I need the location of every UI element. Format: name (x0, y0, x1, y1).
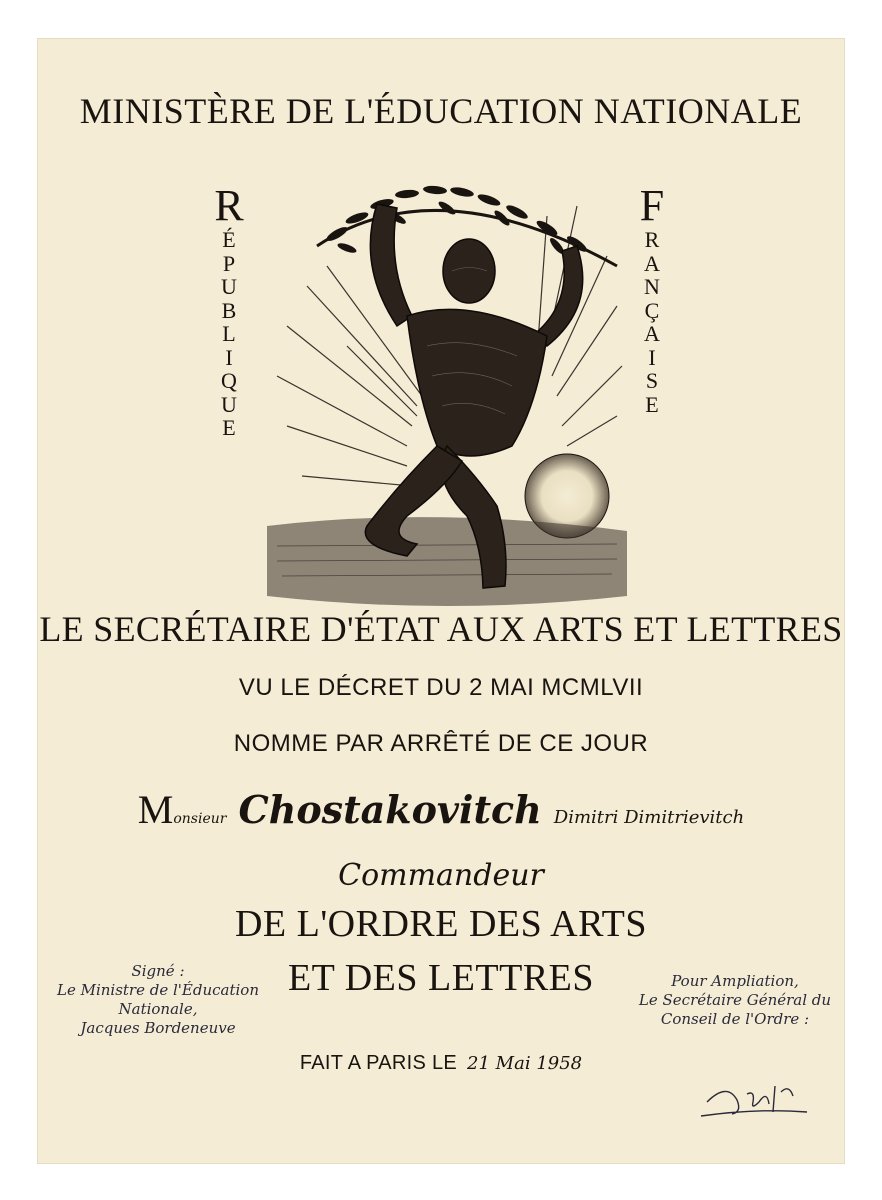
order-title-line2: ET DES LETTRES (287, 957, 595, 999)
recipient-line (37, 786, 845, 833)
republique-letter: U (221, 274, 237, 299)
republique-letter: U (221, 391, 237, 417)
francaise-vertical (630, 181, 674, 417)
republique-letter: Q (221, 368, 237, 393)
rank: Commandeur (338, 858, 544, 893)
kneeling-figure-laurel-sunrise-engraving-icon (247, 146, 635, 616)
francaise-letter: A (644, 321, 660, 346)
note-line: Le Ministre de l'Éducation (56, 981, 259, 999)
republique-letter: É (222, 227, 236, 252)
note-line: Conseil de l'Ordre : (660, 1010, 810, 1028)
date-value: 21 Mai 1958 (467, 1053, 583, 1074)
francaise-letter: E (645, 391, 659, 417)
republique-letter: B (221, 297, 237, 323)
certificate-sheet (37, 38, 845, 1164)
francaise-letter: R (644, 227, 660, 252)
francaise-letter: S (645, 368, 659, 393)
note-line: Nationale, (118, 1000, 198, 1018)
recipient-surname: Chostakovitch (238, 787, 542, 832)
note-line: Le Secrétaire Général du (638, 991, 832, 1009)
date-prefix: FAIT A PARIS LE (299, 1052, 458, 1074)
republique-letter: P (222, 250, 236, 276)
francaise-letter: A (644, 250, 660, 276)
salutation-rest: onsieur (173, 811, 227, 827)
ministry-heading: MINISTÈRE DE L'ÉDUCATION NATIONALE (79, 91, 803, 131)
appointment-line: NOMME PAR ARRÊTÉ DE CE JOUR (233, 730, 649, 757)
republique-letter: I (225, 344, 233, 370)
salutation-initial: M (137, 787, 174, 832)
francaise-letter: F (639, 181, 665, 230)
republique-letter: E (222, 415, 236, 440)
republique-letter: R (214, 181, 244, 230)
note-line: Jacques Bordeneuve (80, 1019, 236, 1037)
secretary-heading: LE SECRÉTAIRE D'ÉTAT AUX ARTS ET LETTRES (39, 609, 843, 649)
note-line: Signé : (131, 962, 185, 980)
ampliation-note (625, 972, 845, 1029)
decree-line: VU LE DÉCRET DU 2 MAI MCMLVII (238, 674, 644, 701)
note-line: Pour Ampliation, (671, 972, 799, 990)
republique-letter: L (222, 321, 236, 346)
republique-vertical (207, 181, 251, 440)
francaise-letter: N (644, 274, 660, 299)
francaise-letter: Ç (644, 297, 660, 323)
order-title-line1: DE L'ORDRE DES ARTS (234, 903, 648, 945)
minister-signature-note (43, 962, 273, 1038)
francaise-letter: I (648, 344, 656, 370)
recipient-given-names: Dimitri Dimitrievitch (553, 807, 745, 828)
signature-scribble-icon (697, 1072, 817, 1122)
